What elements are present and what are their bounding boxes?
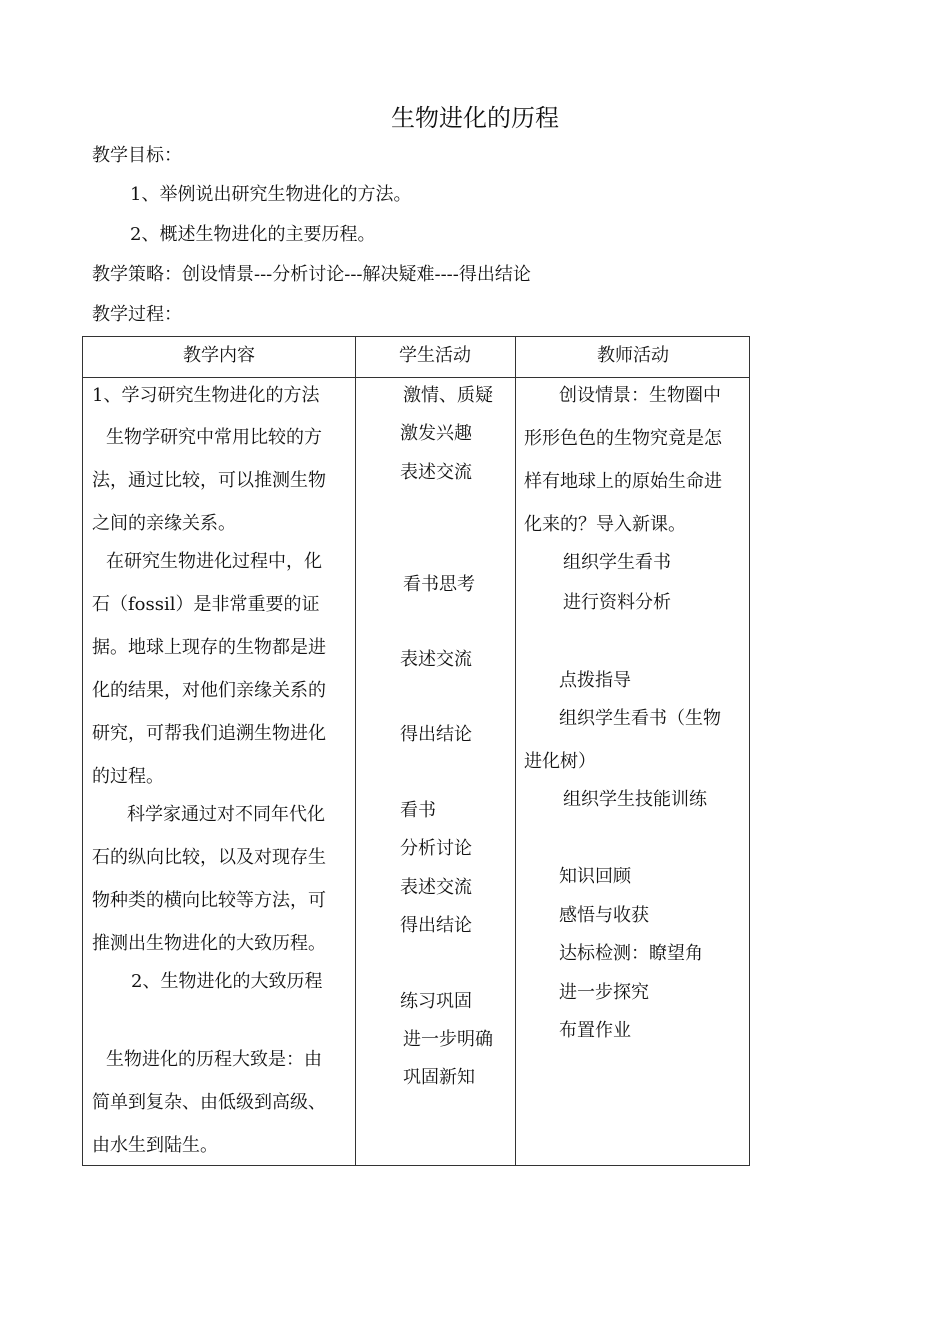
- goals-label: 教学目标：: [92, 145, 182, 166]
- page-title: 生物进化的历程: [391, 104, 559, 132]
- column-divider: [515, 337, 516, 1165]
- teacher-line: 化来的？导入新课。: [524, 514, 686, 535]
- content-line: 物种类的横向比较等方法，可: [92, 890, 326, 911]
- content-line: 据。地球上现存的生物都是进: [92, 637, 326, 658]
- student-line: 进一步明确: [403, 1029, 493, 1050]
- teacher-line: 形形色色的生物究竟是怎: [524, 428, 722, 449]
- content-line: 之间的亲缘关系。: [92, 513, 236, 534]
- student-line: 激情、质疑: [403, 385, 493, 406]
- student-line: 表述交流: [400, 877, 472, 898]
- content-line: 石（fossil）是非常重要的证: [92, 594, 320, 615]
- column-divider: [355, 337, 356, 1165]
- content-line: 科学家通过对不同年代化: [127, 804, 325, 825]
- lesson-table: [82, 336, 750, 1166]
- student-line: 分析讨论: [400, 838, 472, 859]
- content-line: 在研究生物进化过程中，化: [106, 551, 322, 572]
- content-line: 的过程。: [92, 766, 164, 787]
- header-teacher: 教师活动: [597, 345, 669, 366]
- content-line: 石的纵向比较，以及对现存生: [92, 847, 326, 868]
- header-content: 教学内容: [183, 345, 255, 366]
- student-line: 激发兴趣: [400, 423, 472, 444]
- strategy-text: 教学策略：创设情景---分析讨论---解决疑难----得出结论: [92, 264, 531, 285]
- teacher-line: 进化树）: [524, 751, 596, 772]
- teacher-line: 样有地球上的原始生命进: [524, 471, 722, 492]
- content-line: 简单到复杂、由低级到高级、: [92, 1092, 326, 1113]
- teacher-line: 进行资料分析: [563, 592, 671, 613]
- content-line: 研究，可帮我们追溯生物进化: [92, 723, 326, 744]
- content-line: 推测出生物进化的大致历程。: [92, 933, 326, 954]
- student-line: 得出结论: [400, 915, 472, 936]
- teacher-line: 进一步探究: [559, 982, 649, 1003]
- student-line: 得出结论: [400, 724, 472, 745]
- content-line: 由水生到陆生。: [92, 1135, 218, 1156]
- teacher-line: 达标检测：瞭望角: [559, 943, 703, 964]
- process-label: 教学过程：: [92, 304, 182, 325]
- teacher-line: 布置作业: [559, 1020, 631, 1041]
- teacher-line: 创设情景：生物圈中: [559, 385, 721, 406]
- content-line: 生物学研究中常用比较的方: [106, 427, 322, 448]
- student-line: 练习巩固: [400, 991, 472, 1012]
- goal-item: 2、概述生物进化的主要历程。: [130, 224, 376, 245]
- teacher-line: 组织学生技能训练: [563, 789, 707, 810]
- student-line: 巩固新知: [403, 1067, 475, 1088]
- teacher-line: 组织学生看书（生物: [559, 708, 721, 729]
- teacher-line: 点拨指导: [559, 670, 631, 691]
- teacher-line: 知识回顾: [559, 866, 631, 887]
- student-line: 表述交流: [400, 649, 472, 670]
- student-line: 看书思考: [403, 574, 475, 595]
- student-line: 表述交流: [400, 462, 472, 483]
- teacher-line: 组织学生看书: [563, 552, 671, 573]
- content-line: 2、生物进化的大致历程: [131, 971, 323, 992]
- header-divider: [83, 377, 749, 378]
- teacher-line: 感悟与收获: [559, 905, 649, 926]
- content-line: 化的结果，对他们亲缘关系的: [92, 680, 326, 701]
- content-line: 1、学习研究生物进化的方法: [92, 385, 320, 406]
- header-student: 学生活动: [399, 345, 471, 366]
- student-line: 看书: [400, 800, 436, 821]
- goal-item: 1、举例说出研究生物进化的方法。: [130, 184, 412, 205]
- content-line: 生物进化的历程大致是：由: [106, 1049, 322, 1070]
- content-line: 法，通过比较，可以推测生物: [92, 470, 326, 491]
